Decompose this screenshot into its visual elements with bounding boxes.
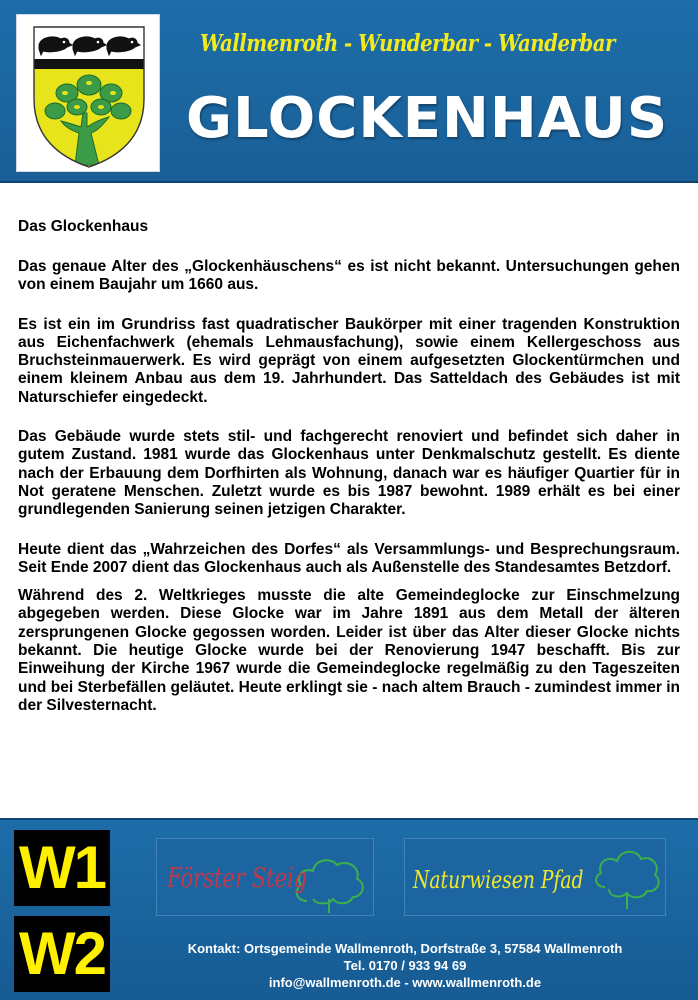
- coat-of-arms: [16, 14, 160, 172]
- trail-logo-naturwiesen-pfad: [404, 838, 666, 916]
- paragraph-history: Das Gebäude wurde stets stil- und fachgerecht renoviert und befindet sich daher in gutem Zustand. 1981 wurde das Glockenhaus unter Denkmalschutz gestellt. Es diente nach der Erbauung dem Dorfhirten als Wohnung, danach war es häufiger Quartier für in Not geratene Menschen. Zuletzt wurde es bis 1987 bewohnt. 1989 erhält es bei einer grundlegenden Sanierung seinen jetzigen Charakter.: [18, 428, 680, 519]
- page-title: GLOCKENHAUS: [186, 86, 669, 151]
- paragraph-usage: Heute dient das „Wahrzeichen des Dorfes“ als Versammlungs- und Besprechungsraum. Seit Ende 2007 dient das Glockenhaus auch als Außenstelle des Standesamtes Betzdorf.: [18, 540, 680, 576]
- section-heading: Das Glockenhaus: [18, 218, 149, 235]
- paragraph-construction: Es ist ein im Grundriss fast quadratischer Baukörper mit einer tragenden Konstruktion aus Eichenfachwerk (ehemals Lehmausfachung), sowie einem Kellergeschoss aus Bruchsteinmauerwerk. Es wird geprägt von einem aufgesetzten Glockentürmchen und einem kleinem Anbau aus dem 19. Jahrhundert. Das Satteldach des Gebäudes ist mit Naturschiefer eingedeckt.: [18, 315, 680, 406]
- trail-label-forster: Förster Steig: [167, 863, 308, 894]
- contact-address: Kontakt: Ortsgemeinde Wallmenroth, Dorfstraße 3, 57584 Wallmenroth: [187, 941, 623, 956]
- main-content: [18, 218, 680, 736]
- header-banner: [0, 0, 698, 183]
- route-badge-w2: W2: [14, 916, 110, 992]
- paragraph-age: Das genaue Alter des „Glockenhäuschens“ es ist nicht bekannt. Untersuchungen gehen von einem Baujahr um 1660 aus.: [18, 258, 680, 294]
- contact-phone: Tel. 0170 / 933 94 69: [343, 958, 467, 973]
- paragraph-bell: Während des 2. Weltkrieges musste die alte Gemeindeglocke zur Einschmelzung abgegeben werden. Diese Glocke war im Jahre 1891 aus dem Metall der älteren zersprungenen Glocke gegossen worden. Leider ist über das Alter dieser Glocke nichts bekannt. Die heutige Glocke wurde bei der Renovierung 1947 beschafft. Bis zur Einweihung der Kirche 1967 wurde die Gemeindeglocke regelmäßig zu den Tageszeiten und bei Sterbefällen geläutet. Heute erklingt sie - nach altem Brauch - zumindest immer in der Silvesternacht.: [18, 587, 680, 714]
- slogan: Wallmenroth - Wunderbar - Wanderbar: [200, 30, 615, 57]
- route-badge-w1: W1: [14, 830, 110, 906]
- contact-web: info@wallmenroth.de - www.wallmenroth.de: [268, 975, 542, 990]
- contact-block: [150, 940, 660, 991]
- coat-of-arms-icon: [17, 15, 161, 173]
- trail-logo-forster-steig: [156, 838, 374, 916]
- footer-banner: [0, 818, 698, 1000]
- trail-label-naturwiesen: Naturwiesen Pfad: [413, 866, 584, 894]
